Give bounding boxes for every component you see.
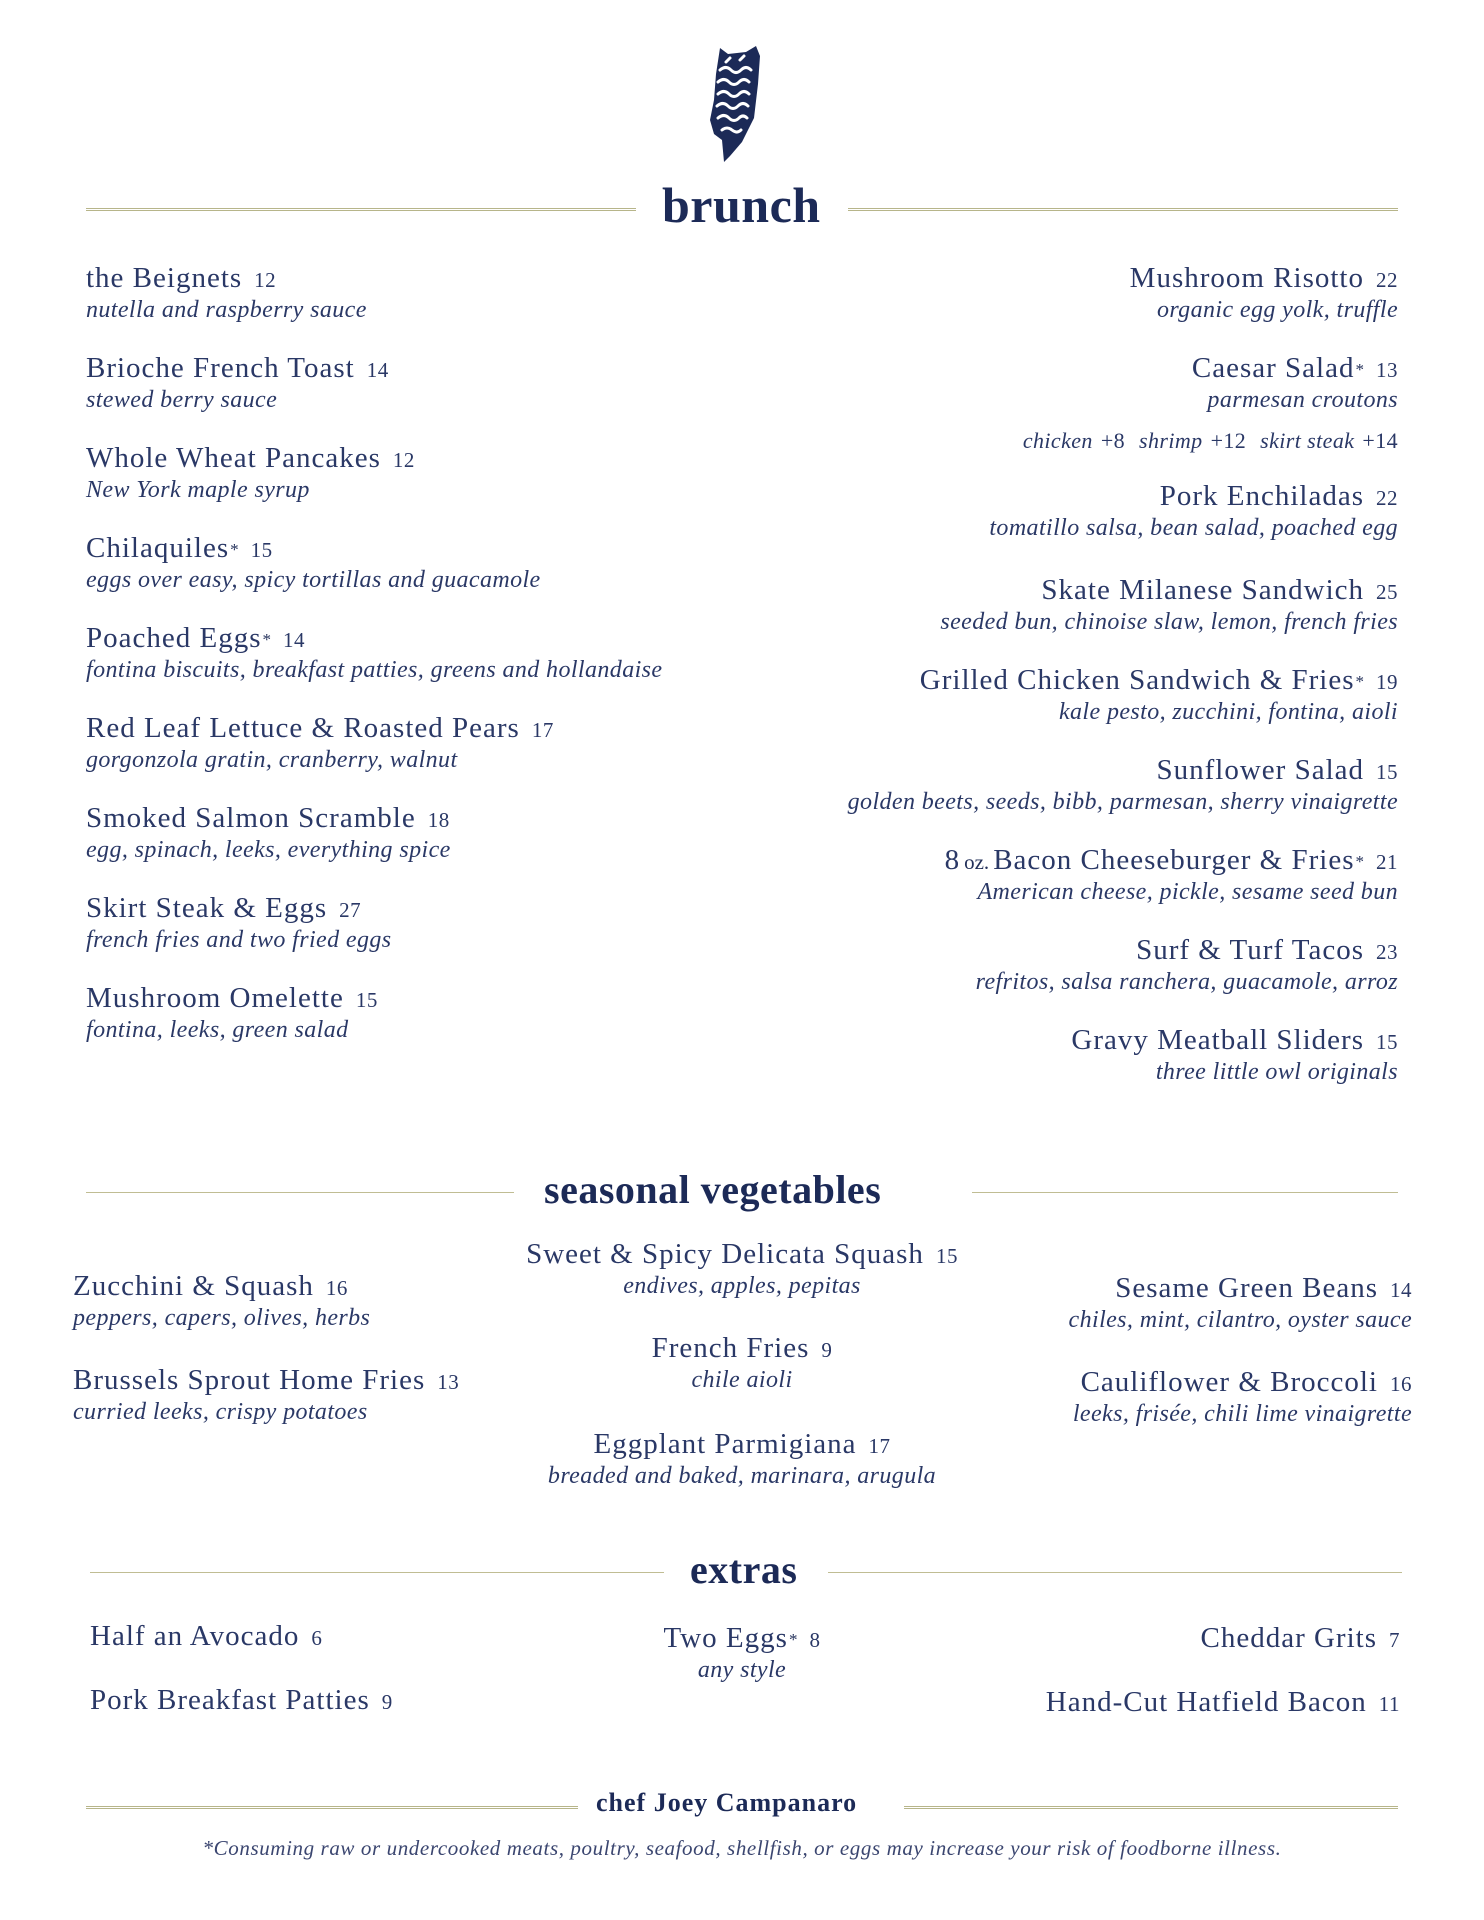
- item-desc: organic egg yolk, truffle: [1156, 297, 1398, 323]
- item-name: Pork Enchiladas: [1159, 480, 1364, 512]
- item-desc: chiles, mint, cilantro, oyster sauce: [1068, 1307, 1412, 1333]
- extra-item-pork-breakfast-patties: [90, 1684, 393, 1717]
- item-name: Poached Eggs: [86, 622, 262, 654]
- menu-item-brioche-french-toast: [86, 352, 389, 414]
- item-price: 14: [1390, 1278, 1412, 1302]
- item-name: Two Eggs: [663, 1622, 788, 1654]
- item-price: 8: [809, 1628, 821, 1652]
- item-name: Mushroom Omelette: [86, 982, 344, 1014]
- item-desc: seeded bun, chinoise slaw, lemon, french fries: [940, 609, 1398, 635]
- menu-item-beignets: [86, 262, 367, 324]
- section-title-brunch: brunch: [662, 177, 821, 233]
- raw-warning-asterisk: *: [1355, 672, 1364, 691]
- item-price: 13: [1376, 358, 1398, 382]
- item-desc: fontina, leeks, green salad: [86, 1017, 349, 1043]
- menu-item-skate-milanese-sandwich: [940, 574, 1398, 636]
- veg-item-delicata-squash: [442, 1238, 1042, 1300]
- item-price: 16: [1390, 1372, 1412, 1396]
- item-desc: breaded and baked, marinara, arugula: [547, 1463, 937, 1489]
- item-name: Whole Wheat Pancakes: [86, 442, 381, 474]
- item-name: Grilled Chicken Sandwich & Fries: [919, 664, 1355, 696]
- item-desc: New York maple syrup: [86, 477, 310, 503]
- menu-item-surf-turf-tacos: [976, 934, 1398, 996]
- foodborne-illness-disclaimer: *Consuming raw or undercooked meats, poultry, seafood, shellfish, or eggs may increase your risk of foodborne illness.: [202, 1836, 1282, 1860]
- item-price: 15: [935, 1244, 958, 1268]
- item-name: Gravy Meatball Sliders: [1071, 1024, 1364, 1056]
- item-price: 6: [311, 1626, 323, 1650]
- item-desc: curried leeks, crispy potatoes: [73, 1399, 368, 1425]
- section-title-seasonal-vegetables: seasonal vegetables: [544, 1167, 882, 1212]
- item-price: 15: [250, 538, 273, 562]
- veg-item-sesame-green-beans: [1069, 1272, 1412, 1334]
- item-name-prefix: 8: [944, 844, 961, 876]
- menu-item-sunflower-salad: [848, 754, 1398, 816]
- item-price: 25: [1376, 580, 1398, 604]
- item-price: 23: [1376, 940, 1398, 964]
- item-desc: gorgonzola gratin, cranberry, walnut: [86, 747, 458, 773]
- menu-item-skirt-steak-eggs: [86, 892, 392, 954]
- item-name: Zucchini & Squash: [73, 1270, 314, 1302]
- item-desc: chile aioli: [691, 1367, 793, 1393]
- item-price: 19: [1376, 670, 1398, 694]
- extra-item-two-eggs: [542, 1622, 942, 1684]
- item-price: 9: [381, 1690, 393, 1714]
- item-name: Chilaquiles: [86, 532, 230, 564]
- menu-item-pork-enchiladas: [989, 480, 1398, 542]
- chef-rule-left: [86, 1806, 578, 1809]
- item-name: Smoked Salmon Scramble: [86, 802, 416, 834]
- item-name: Half an Avocado: [90, 1620, 300, 1652]
- raw-warning-asterisk: *: [230, 540, 239, 559]
- item-name: Cauliflower & Broccoli: [1080, 1366, 1378, 1398]
- item-desc: refritos, salsa ranchera, guacamole, arroz: [975, 969, 1398, 995]
- item-name: Pork Breakfast Patties: [90, 1684, 370, 1716]
- item-name: Red Leaf Lettuce & Roasted Pears: [86, 712, 520, 744]
- veg-item-french-fries: [442, 1332, 1042, 1394]
- item-price: 9: [821, 1338, 833, 1362]
- item-desc: nutella and raspberry sauce: [86, 297, 367, 323]
- item-desc: leeks, frisée, chili lime vinaigrette: [1072, 1401, 1412, 1427]
- addon-price: +12: [1210, 428, 1247, 453]
- vegetables-rule-right: [972, 1192, 1398, 1193]
- item-name: Sunflower Salad: [1156, 754, 1364, 786]
- item-price: 15: [1376, 760, 1398, 784]
- item-desc: stewed berry sauce: [86, 387, 278, 413]
- item-desc: endives, apples, pepitas: [623, 1273, 861, 1299]
- item-name: Bacon Cheeseburger & Fries: [993, 844, 1355, 876]
- menu-item-mushroom-risotto: [1130, 262, 1398, 324]
- item-desc: kale pesto, zucchini, fontina, aioli: [1058, 699, 1398, 725]
- veg-item-zucchini-squash: [73, 1270, 370, 1332]
- item-price: 7: [1389, 1628, 1400, 1652]
- brunch-rule-right: [848, 208, 1398, 211]
- extra-item-cheddar-grits: [1201, 1622, 1401, 1655]
- brunch-rule-left: [86, 208, 636, 211]
- item-price: 14: [366, 358, 389, 382]
- item-name: Sesame Green Beans: [1115, 1272, 1378, 1304]
- item-name: Mushroom Risotto: [1129, 262, 1364, 294]
- item-name: Hand-Cut Hatfield Bacon: [1045, 1686, 1367, 1718]
- item-desc: three little owl originals: [1155, 1059, 1398, 1085]
- item-price: 22: [1376, 486, 1398, 510]
- raw-warning-asterisk: *: [788, 1630, 798, 1649]
- item-name: the Beignets: [86, 262, 243, 294]
- addon-price: +14: [1362, 428, 1398, 453]
- chef-rule-right: [904, 1806, 1398, 1809]
- item-price: 15: [1376, 1030, 1398, 1054]
- addon-label: skirt steak: [1260, 428, 1355, 453]
- item-price: 12: [392, 448, 415, 472]
- item-price: 17: [531, 718, 554, 742]
- raw-warning-asterisk: *: [1355, 852, 1364, 871]
- item-name: Eggplant Parmigiana: [593, 1428, 857, 1460]
- caesar-addons: [1023, 428, 1398, 454]
- item-price: 11: [1378, 1692, 1400, 1716]
- chef-credit: chef Joey Campanaro: [596, 1788, 858, 1817]
- extra-item-half-avocado: [90, 1620, 322, 1653]
- menu-item-poached-eggs: [86, 622, 662, 684]
- raw-warning-asterisk: *: [262, 630, 271, 649]
- item-desc: french fries and two fried eggs: [86, 927, 392, 953]
- item-name: Skate Milanese Sandwich: [1041, 574, 1364, 606]
- item-price: 12: [254, 268, 277, 292]
- item-name: Skirt Steak & Eggs: [86, 892, 328, 924]
- veg-item-eggplant-parmigiana: [442, 1428, 1042, 1490]
- menu-item-mushroom-omelette: [86, 982, 378, 1044]
- item-desc: any style: [697, 1657, 787, 1683]
- veg-item-brussels-sprout-home-fries: [73, 1364, 459, 1426]
- item-desc: egg, spinach, leeks, everything spice: [86, 837, 451, 863]
- item-name: Brioche French Toast: [86, 352, 355, 384]
- addon-label: chicken: [1022, 428, 1093, 453]
- raw-warning-asterisk: *: [1355, 360, 1364, 379]
- item-price: 16: [325, 1276, 348, 1300]
- item-desc: parmesan croutons: [1207, 387, 1398, 413]
- item-name: Sweet & Spicy Delicata Squash: [526, 1238, 924, 1270]
- menu-item-bacon-cheeseburger: [945, 844, 1398, 906]
- veg-item-cauliflower-broccoli: [1073, 1366, 1412, 1428]
- item-desc: tomatillo salsa, bean salad, poached egg: [989, 515, 1398, 541]
- extra-item-hatfield-bacon: [1046, 1686, 1400, 1719]
- menu-item-grilled-chicken-sandwich: [920, 664, 1398, 726]
- item-name: Surf & Turf Tacos: [1136, 934, 1364, 966]
- section-title-extras: extras: [690, 1547, 798, 1592]
- owl-logo-icon: [700, 44, 780, 164]
- item-price: 13: [437, 1370, 460, 1394]
- extras-rule-right: [828, 1572, 1402, 1573]
- item-name: Cheddar Grits: [1200, 1622, 1377, 1654]
- item-price: 22: [1376, 268, 1398, 292]
- menu-item-whole-wheat-pancakes: [86, 442, 415, 504]
- item-desc: American cheese, pickle, sesame seed bun: [977, 879, 1398, 905]
- menu-item-red-leaf-lettuce: [86, 712, 554, 774]
- vegetables-rule-left: [86, 1192, 514, 1193]
- item-price: 27: [339, 898, 362, 922]
- item-desc: eggs over easy, spicy tortillas and guacamole: [86, 567, 541, 593]
- menu-item-smoked-salmon-scramble: [86, 802, 451, 864]
- item-desc: peppers, capers, olives, herbs: [73, 1305, 371, 1331]
- item-price: 18: [427, 808, 450, 832]
- item-name: French Fries: [651, 1332, 810, 1364]
- item-price: 21: [1376, 850, 1398, 874]
- item-name: Brussels Sprout Home Fries: [73, 1364, 426, 1396]
- extras-rule-left: [90, 1572, 664, 1573]
- item-price: 14: [283, 628, 305, 652]
- menu-item-chilaquiles: [86, 532, 541, 594]
- menu-item-caesar-salad: [1192, 352, 1398, 414]
- addon-label: shrimp: [1139, 428, 1203, 453]
- item-desc: golden beets, seeds, bibb, parmesan, sherry vinaigrette: [847, 789, 1398, 815]
- item-name-unit: oz.: [964, 850, 990, 874]
- item-price: 17: [868, 1434, 891, 1458]
- addon-price: +8: [1100, 428, 1126, 453]
- item-desc: fontina biscuits, breakfast patties, greens and hollandaise: [86, 657, 663, 683]
- menu-item-gravy-meatball-sliders: [1071, 1024, 1398, 1086]
- item-price: 15: [355, 988, 378, 1012]
- item-name: Caesar Salad: [1191, 352, 1355, 384]
